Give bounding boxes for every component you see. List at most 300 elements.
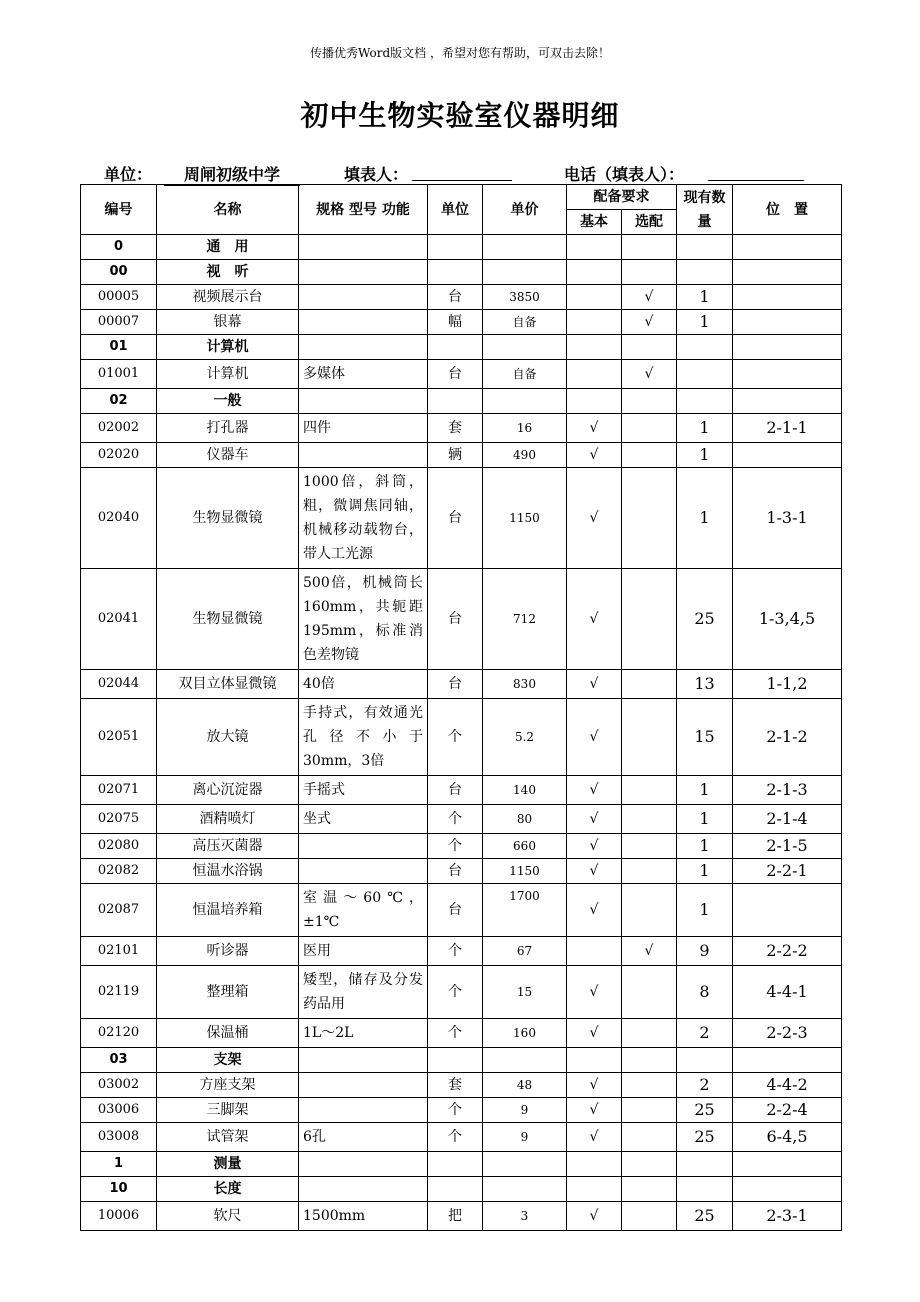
cell-spec: 1L～2L	[299, 1019, 428, 1048]
cell-position	[733, 235, 842, 260]
cell-optional	[622, 859, 677, 884]
table-body	[81, 235, 842, 1231]
cell-name: 试管架	[157, 1123, 299, 1152]
cell-code: 10006	[81, 1202, 157, 1231]
cell-unit: 台	[428, 670, 483, 699]
cell-qty: 25	[677, 1123, 733, 1152]
cell-code: 02119	[81, 966, 157, 1019]
cell-spec	[299, 335, 428, 360]
cell-optional	[622, 699, 677, 776]
cell-code: 02080	[81, 834, 157, 859]
cell-basic: √	[567, 966, 622, 1019]
cell-code: 00005	[81, 285, 157, 310]
cell-price: 3	[483, 1202, 567, 1231]
cell-price: 712	[483, 569, 567, 670]
cell-code: 02120	[81, 1019, 157, 1048]
cell-name: 离心沉淀器	[157, 776, 299, 805]
cell-position: 2-1-4	[733, 805, 842, 834]
cell-unit	[428, 235, 483, 260]
cell-unit	[428, 389, 483, 414]
cell-position: 2-2-4	[733, 1098, 842, 1123]
cell-unit: 套	[428, 1073, 483, 1098]
cell-optional	[622, 335, 677, 360]
cell-position: 2-1-1	[733, 414, 842, 443]
header-basic: 基本	[567, 210, 622, 235]
cell-unit	[428, 260, 483, 285]
cell-basic: √	[567, 1098, 622, 1123]
cell-qty: 1	[677, 414, 733, 443]
cell-unit: 个	[428, 1019, 483, 1048]
cell-unit	[428, 335, 483, 360]
cell-code: 02087	[81, 884, 157, 937]
cell-code: 0	[81, 235, 157, 260]
table-row	[81, 966, 842, 1019]
cell-position	[733, 389, 842, 414]
cell-basic: √	[567, 1073, 622, 1098]
watermark-text: 传播优秀Word版文档 ，希望对您有帮助，可双击去除！	[310, 46, 610, 60]
cell-basic: √	[567, 884, 622, 937]
cell-price	[483, 335, 567, 360]
table-row	[81, 468, 842, 569]
cell-optional: √	[622, 310, 677, 335]
cell-price: 67	[483, 937, 567, 966]
cell-name: 测量	[157, 1152, 299, 1177]
cell-spec	[299, 1048, 428, 1073]
cell-position: 2-1-3	[733, 776, 842, 805]
cell-basic	[567, 260, 622, 285]
cell-price: 16	[483, 414, 567, 443]
table-row	[81, 1073, 842, 1098]
cell-name: 长度	[157, 1177, 299, 1202]
header-name: 名称	[157, 185, 299, 235]
cell-name: 三脚架	[157, 1098, 299, 1123]
cell-name: 支架	[157, 1048, 299, 1073]
group-row	[81, 389, 842, 414]
phone-label: 电话（填表人）：	[564, 165, 685, 184]
cell-spec: 多媒体	[299, 360, 428, 389]
cell-qty: 15	[677, 699, 733, 776]
cell-qty: 2	[677, 1019, 733, 1048]
cell-spec: 6孔	[299, 1123, 428, 1152]
cell-price: 5.2	[483, 699, 567, 776]
cell-name: 仪器车	[157, 443, 299, 468]
cell-name: 恒温水浴锅	[157, 859, 299, 884]
cell-position: 2-2-2	[733, 937, 842, 966]
cell-basic: √	[567, 1202, 622, 1231]
cell-basic	[567, 360, 622, 389]
cell-position: 2-1-2	[733, 699, 842, 776]
cell-price: 140	[483, 776, 567, 805]
cell-unit: 台	[428, 285, 483, 310]
cell-spec	[299, 1177, 428, 1202]
cell-qty: 1	[677, 776, 733, 805]
cell-price: 160	[483, 1019, 567, 1048]
group-row	[81, 335, 842, 360]
header-qty: 现有数量	[677, 185, 733, 235]
cell-unit: 台	[428, 360, 483, 389]
cell-qty: 13	[677, 670, 733, 699]
cell-spec: 室温～60℃，±1℃	[299, 884, 428, 937]
cell-code: 03008	[81, 1123, 157, 1152]
table-row	[81, 443, 842, 468]
cell-qty	[677, 389, 733, 414]
cell-price: 3850	[483, 285, 567, 310]
cell-name: 整理箱	[157, 966, 299, 1019]
cell-name: 一般	[157, 389, 299, 414]
table-row	[81, 1098, 842, 1123]
cell-code: 01001	[81, 360, 157, 389]
cell-spec: 四件	[299, 414, 428, 443]
cell-price	[483, 1177, 567, 1202]
cell-spec: 500倍，机械筒长160mm，共轭距195mm，标准消色差物镜	[299, 569, 428, 670]
cell-optional	[622, 670, 677, 699]
page-title: 初中生物实验室仪器明细	[300, 99, 620, 132]
cell-name: 听诊器	[157, 937, 299, 966]
cell-name: 软尺	[157, 1202, 299, 1231]
cell-name: 计算机	[157, 360, 299, 389]
cell-unit: 个	[428, 966, 483, 1019]
table-row	[81, 805, 842, 834]
cell-qty: 25	[677, 1098, 733, 1123]
cell-position	[733, 884, 842, 937]
table-row	[81, 360, 842, 389]
cell-qty: 2	[677, 1073, 733, 1098]
cell-optional	[622, 1098, 677, 1123]
cell-qty: 1	[677, 859, 733, 884]
header-unit: 单位	[428, 185, 483, 235]
form-meta	[104, 162, 824, 184]
cell-basic	[567, 235, 622, 260]
cell-price: 660	[483, 834, 567, 859]
cell-basic: √	[567, 776, 622, 805]
group-row	[81, 235, 842, 260]
cell-optional	[622, 468, 677, 569]
cell-basic: √	[567, 1019, 622, 1048]
cell-basic: √	[567, 805, 622, 834]
cell-basic	[567, 389, 622, 414]
cell-optional	[622, 235, 677, 260]
cell-basic: √	[567, 1123, 622, 1152]
cell-spec: 1500mm	[299, 1202, 428, 1231]
cell-optional	[622, 776, 677, 805]
cell-spec: 手持式，有效通光孔径不小于30mm，3倍	[299, 699, 428, 776]
cell-unit	[428, 1152, 483, 1177]
cell-optional: √	[622, 360, 677, 389]
cell-qty	[677, 1048, 733, 1073]
cell-unit	[428, 1177, 483, 1202]
header-code: 编号	[81, 185, 157, 235]
cell-price: 80	[483, 805, 567, 834]
cell-code: 02075	[81, 805, 157, 834]
cell-code: 02020	[81, 443, 157, 468]
cell-unit: 台	[428, 776, 483, 805]
cell-qty: 8	[677, 966, 733, 1019]
cell-position: 2-2-1	[733, 859, 842, 884]
table-row	[81, 285, 842, 310]
cell-price: 490	[483, 443, 567, 468]
inventory-table	[80, 184, 842, 1231]
cell-price: 1150	[483, 859, 567, 884]
cell-code: 02051	[81, 699, 157, 776]
cell-code: 02040	[81, 468, 157, 569]
cell-qty	[677, 335, 733, 360]
cell-basic: √	[567, 443, 622, 468]
cell-price	[483, 1152, 567, 1177]
cell-spec	[299, 285, 428, 310]
cell-basic	[567, 1048, 622, 1073]
cell-position: 2-2-3	[733, 1019, 842, 1048]
cell-qty: 1	[677, 468, 733, 569]
cell-position	[733, 260, 842, 285]
cell-basic: √	[567, 414, 622, 443]
cell-name: 恒温培养箱	[157, 884, 299, 937]
cell-optional	[622, 805, 677, 834]
table-row	[81, 1202, 842, 1231]
cell-basic: √	[567, 468, 622, 569]
group-row	[81, 260, 842, 285]
cell-unit	[428, 1048, 483, 1073]
cell-unit: 台	[428, 884, 483, 937]
cell-optional: √	[622, 937, 677, 966]
cell-name: 生物显微镜	[157, 468, 299, 569]
table-row	[81, 569, 842, 670]
cell-price: 自备	[483, 310, 567, 335]
cell-name: 银幕	[157, 310, 299, 335]
cell-name: 打孔器	[157, 414, 299, 443]
cell-code: 10	[81, 1177, 157, 1202]
cell-code: 02071	[81, 776, 157, 805]
cell-unit: 套	[428, 414, 483, 443]
cell-position: 2-3-1	[733, 1202, 842, 1231]
cell-optional	[622, 884, 677, 937]
cell-spec: 40倍	[299, 670, 428, 699]
table-row	[81, 1019, 842, 1048]
cell-code: 02101	[81, 937, 157, 966]
cell-code: 00	[81, 260, 157, 285]
header-position: 位 置	[733, 185, 842, 235]
cell-optional	[622, 414, 677, 443]
table-row	[81, 937, 842, 966]
cell-position	[733, 1177, 842, 1202]
cell-code: 02044	[81, 670, 157, 699]
cell-spec	[299, 834, 428, 859]
cell-unit: 辆	[428, 443, 483, 468]
cell-price	[483, 389, 567, 414]
cell-name: 生物显微镜	[157, 569, 299, 670]
cell-basic	[567, 285, 622, 310]
group-row	[81, 1048, 842, 1073]
cell-qty: 9	[677, 937, 733, 966]
cell-position: 4-4-1	[733, 966, 842, 1019]
cell-name: 放大镜	[157, 699, 299, 776]
cell-basic	[567, 937, 622, 966]
cell-code: 01	[81, 335, 157, 360]
cell-qty	[677, 360, 733, 389]
cell-name: 高压灭菌器	[157, 834, 299, 859]
cell-spec	[299, 235, 428, 260]
cell-position: 1-3,4,5	[733, 569, 842, 670]
cell-spec: 矮型，储存及分发药品用	[299, 966, 428, 1019]
cell-optional: √	[622, 285, 677, 310]
cell-optional	[622, 1152, 677, 1177]
cell-spec	[299, 859, 428, 884]
unit-label: 单位：	[104, 165, 153, 184]
cell-qty: 1	[677, 310, 733, 335]
cell-basic: √	[567, 834, 622, 859]
cell-code: 03006	[81, 1098, 157, 1123]
filler-label: 填表人：	[344, 165, 409, 184]
table-row	[81, 670, 842, 699]
cell-price	[483, 235, 567, 260]
cell-spec	[299, 1098, 428, 1123]
cell-optional	[622, 1048, 677, 1073]
table-row	[81, 699, 842, 776]
cell-name: 保温桶	[157, 1019, 299, 1048]
cell-basic: √	[567, 699, 622, 776]
cell-basic: √	[567, 670, 622, 699]
cell-unit: 台	[428, 569, 483, 670]
cell-code: 02082	[81, 859, 157, 884]
cell-qty: 1	[677, 443, 733, 468]
cell-unit: 个	[428, 1123, 483, 1152]
cell-price: 1150	[483, 468, 567, 569]
header-config: 配备要求	[567, 185, 677, 210]
cell-optional	[622, 260, 677, 285]
cell-optional	[622, 569, 677, 670]
cell-unit: 个	[428, 1098, 483, 1123]
cell-price: 自备	[483, 360, 567, 389]
cell-unit: 个	[428, 834, 483, 859]
cell-qty: 25	[677, 569, 733, 670]
cell-code: 03	[81, 1048, 157, 1073]
group-row	[81, 1152, 842, 1177]
header-spec: 规格 型号 功能	[299, 185, 428, 235]
cell-spec: 1000倍，斜筒，粗，微调焦同轴，机械移动载物台，带人工光源	[299, 468, 428, 569]
cell-qty: 1	[677, 834, 733, 859]
cell-unit: 台	[428, 468, 483, 569]
cell-optional	[622, 1019, 677, 1048]
cell-optional	[622, 1177, 677, 1202]
cell-spec	[299, 1152, 428, 1177]
cell-unit: 个	[428, 937, 483, 966]
cell-unit: 个	[428, 699, 483, 776]
cell-position: 1-1,2	[733, 670, 842, 699]
cell-position	[733, 285, 842, 310]
cell-price: 48	[483, 1073, 567, 1098]
cell-qty: 1	[677, 285, 733, 310]
cell-unit: 台	[428, 859, 483, 884]
table-row	[81, 859, 842, 884]
cell-price: 9	[483, 1098, 567, 1123]
cell-name: 视 听	[157, 260, 299, 285]
cell-name: 方座支架	[157, 1073, 299, 1098]
table-row	[81, 414, 842, 443]
cell-unit: 幅	[428, 310, 483, 335]
cell-optional	[622, 1123, 677, 1152]
header-optional: 选配	[622, 210, 677, 235]
cell-qty	[677, 1177, 733, 1202]
cell-spec	[299, 389, 428, 414]
cell-optional	[622, 443, 677, 468]
table-row	[81, 310, 842, 335]
cell-position	[733, 1048, 842, 1073]
cell-basic	[567, 310, 622, 335]
cell-code: 03002	[81, 1073, 157, 1098]
cell-spec: 手摇式	[299, 776, 428, 805]
cell-name: 视频展示台	[157, 285, 299, 310]
unit-value: 周闸初级中学	[164, 162, 300, 186]
cell-qty: 1	[677, 884, 733, 937]
cell-spec: 医用	[299, 937, 428, 966]
cell-basic	[567, 1152, 622, 1177]
cell-position: 6-4,5	[733, 1123, 842, 1152]
cell-code: 02002	[81, 414, 157, 443]
header-price: 单价	[483, 185, 567, 235]
cell-spec	[299, 443, 428, 468]
cell-name: 酒精喷灯	[157, 805, 299, 834]
cell-code: 00007	[81, 310, 157, 335]
cell-basic	[567, 335, 622, 360]
cell-spec	[299, 1073, 428, 1098]
cell-price: 15	[483, 966, 567, 1019]
cell-optional	[622, 1073, 677, 1098]
cell-qty: 1	[677, 805, 733, 834]
cell-position	[733, 1152, 842, 1177]
cell-name: 通 用	[157, 235, 299, 260]
cell-position: 1-3-1	[733, 468, 842, 569]
cell-qty	[677, 1152, 733, 1177]
cell-name: 双目立体显微镜	[157, 670, 299, 699]
cell-price	[483, 260, 567, 285]
table-row	[81, 834, 842, 859]
cell-unit: 把	[428, 1202, 483, 1231]
cell-basic	[567, 1177, 622, 1202]
cell-price: 830	[483, 670, 567, 699]
cell-spec: 坐式	[299, 805, 428, 834]
cell-basic: √	[567, 569, 622, 670]
table-row	[81, 884, 842, 937]
cell-position: 2-1-5	[733, 834, 842, 859]
cell-spec	[299, 310, 428, 335]
cell-price	[483, 1048, 567, 1073]
cell-price: 9	[483, 1123, 567, 1152]
cell-code: 1	[81, 1152, 157, 1177]
cell-optional	[622, 834, 677, 859]
table-row	[81, 776, 842, 805]
cell-price: 1700	[483, 884, 567, 937]
cell-basic: √	[567, 859, 622, 884]
cell-code: 02041	[81, 569, 157, 670]
cell-unit: 个	[428, 805, 483, 834]
cell-qty: 25	[677, 1202, 733, 1231]
cell-position: 4-4-2	[733, 1073, 842, 1098]
table-row	[81, 1123, 842, 1152]
cell-position	[733, 335, 842, 360]
cell-optional	[622, 389, 677, 414]
filler-blank	[412, 162, 512, 181]
phone-blank	[708, 162, 804, 181]
cell-qty	[677, 235, 733, 260]
cell-position	[733, 443, 842, 468]
cell-optional	[622, 966, 677, 1019]
cell-position	[733, 310, 842, 335]
cell-name: 计算机	[157, 335, 299, 360]
cell-qty	[677, 260, 733, 285]
cell-spec	[299, 260, 428, 285]
cell-position	[733, 360, 842, 389]
group-row	[81, 1177, 842, 1202]
cell-code: 02	[81, 389, 157, 414]
